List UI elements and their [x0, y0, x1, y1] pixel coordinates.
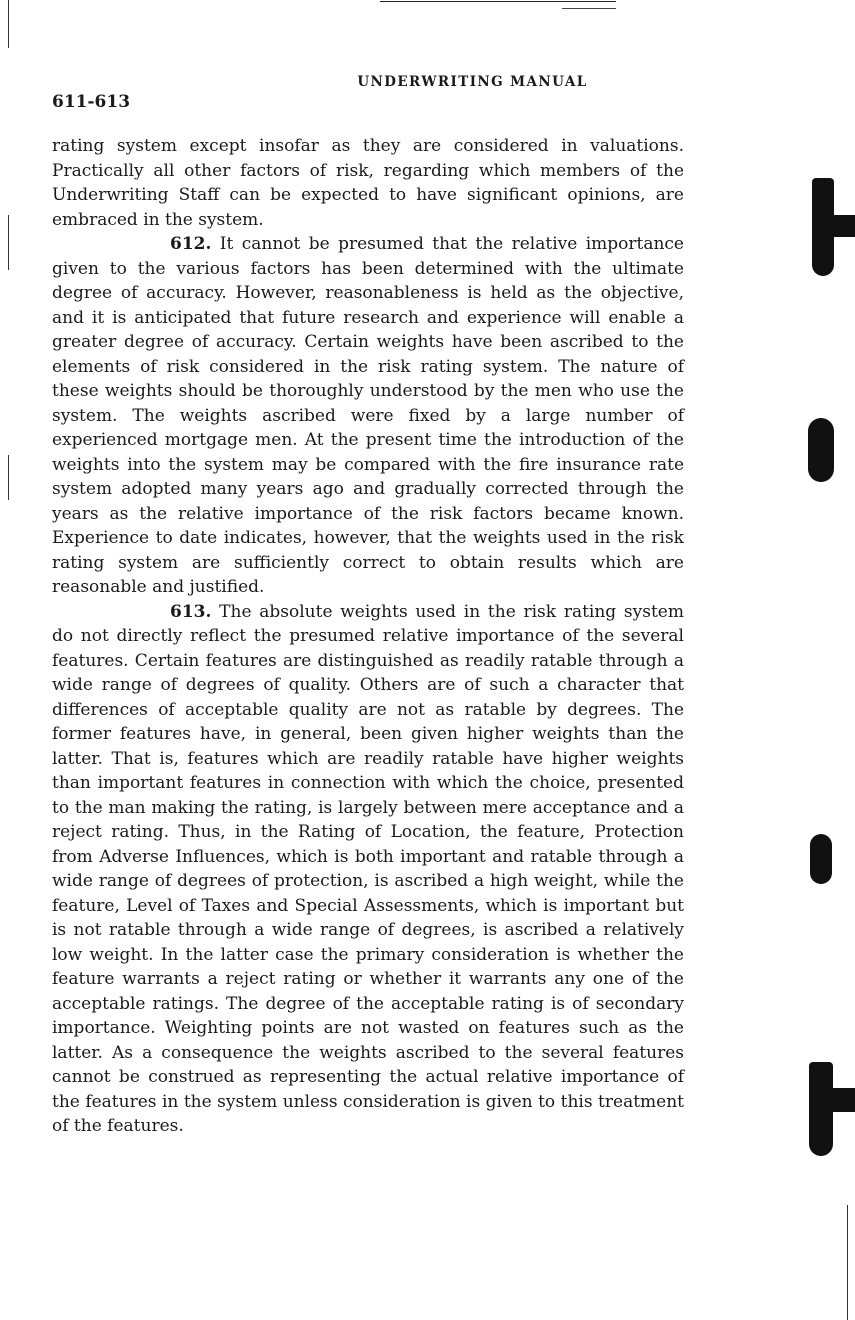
- binder-hole: [810, 834, 832, 884]
- right-edge-mark: [847, 1205, 848, 1320]
- main-text: [52, 134, 684, 1139]
- page-range: 611-613: [52, 92, 131, 112]
- paragraph-613: [52, 600, 684, 1139]
- paragraph-612: [52, 232, 684, 600]
- left-edge-mark: [8, 0, 9, 48]
- paragraph-612-text: It cannot be presumed that the relative importance given to the various factors has been determined with the ultimate degree of accuracy. However, reasonableness is held as the objective, and it is anticipated that future research and experience will enable a greater degree of accuracy. Certain weights have been ascribed to the elements of risk considered in the risk rating system. The nature of these weights should be thoroughly understood by the men who use the system. The weights ascribed were fixed by a large number of experienced mortgage men. At the present time the introduction of the weights into the system may be compared with the fire insurance rate system adopted many years ago and gradually corrected through the years as the relative importance of the risk factors became known. Experience to date indicates, however, that the weights used in the risk rating system are sufficiently correct to obtain results which are reasonable and justified.: [52, 234, 684, 597]
- running-header: UNDERWRITING MANUAL: [357, 74, 588, 90]
- top-rule-short: [562, 8, 616, 9]
- left-edge-mark: [8, 215, 9, 270]
- section-number-612: 612.: [170, 234, 212, 254]
- paragraph-continuation: rating system except insofar as they are considered in valuations. Practically all other factors of risk, regarding which members of the Underwriting Staff can be expected to have significant opinions, are embraced in the system.: [52, 136, 684, 230]
- top-rule: [380, 1, 616, 2]
- section-number-613: 613.: [170, 601, 212, 622]
- left-edge-mark: [8, 455, 9, 500]
- paragraph-613-text: The absolute weights used in the risk rating system do not directly reflect the presumed relative importance of the several features. Certain features are distinguished as readily ratable through a wide range of degrees of quality. Others are of such a character that differences of acceptable quality are not as ratable by degrees. The former features have, in general, been given higher weights than the latter. That is, features which are readily ratable have higher weights than important features in connection with which the choice, presented to the man making the rating, is largely between mere acceptance and a reject rating. Thus, in the Rating of Location, the feature, Protection from Adverse Influences, which is both important and ratable through a wide range of degrees of protection, is ascribed a high weight, while the feature, Level of Taxes and Special Assessments, which is important but is not ratable through a wide range of degrees, is ascribed a relatively low weight. In the latter case the primary consideration is whether the feature warrants a reject rating or whether it warrants any one of the acceptable ratings. The degree of the acceptable rating is of secondary importance. Weighting points are not wasted on features such as the latter. As a consequence the weights ascribed to the several features cannot be construed as representing the actual relative importance of the features in the system unless consideration is given to this treatment of the features.: [52, 601, 684, 1136]
- binder-hole: [808, 418, 834, 482]
